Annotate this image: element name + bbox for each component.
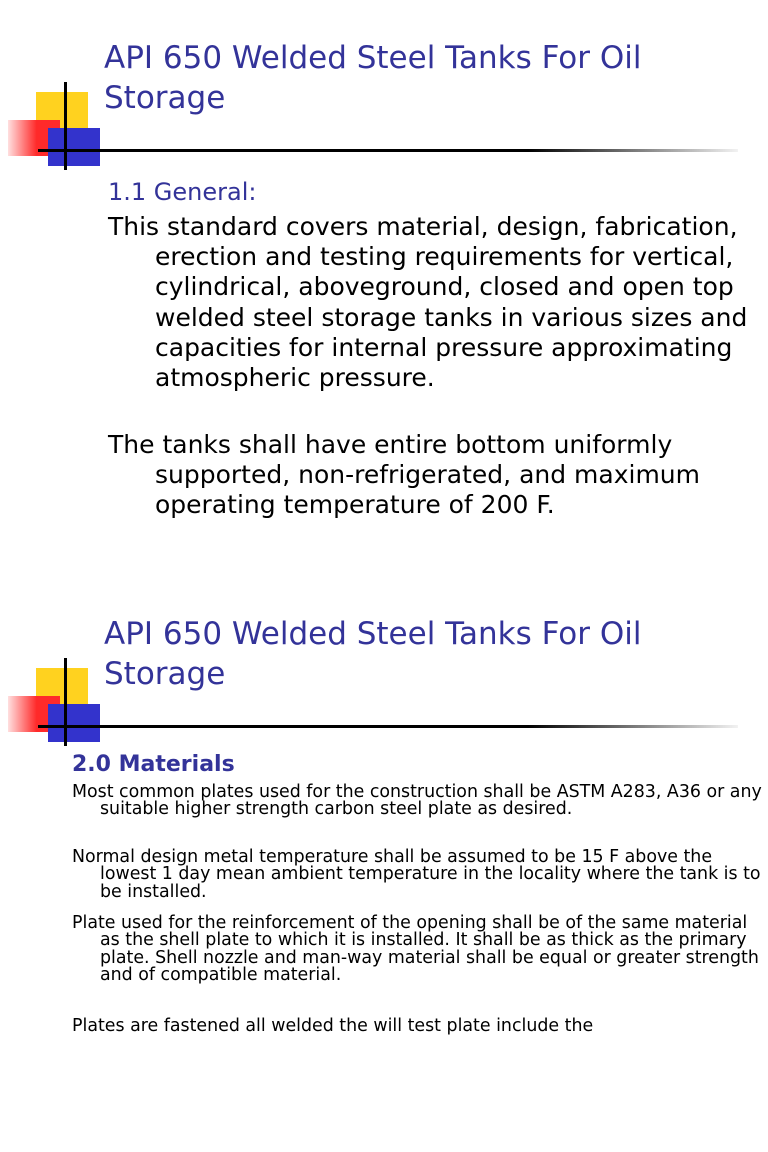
body-paragraph: The tanks shall have entire bottom uniformly supported, non-refrigerated, and maximum operating temperature of 200 F. — [108, 430, 701, 520]
slide-logo-icon — [8, 658, 113, 748]
slide-logo-icon — [8, 82, 113, 172]
body-paragraph: Most common plates used for the construction shall be ASTM A283, A36 or any suitable higher strength carbon steel plate as desired. — [72, 782, 762, 820]
title-divider — [38, 725, 738, 728]
slide-title: API 650 Welded Steel Tanks For Oil Storage — [104, 616, 642, 692]
body-paragraph: Plates are fastened all welded the will test plate include the — [72, 1016, 594, 1036]
body-paragraph: Plate used for the reinforcement of the opening shall be of the same material as the shell plate to which it is installed. It shall be as thick as the primary plate. Shell nozzle and man-way material shall be equal or greater strength and of compatible material. — [72, 913, 759, 985]
section-heading: 2.0 Materials — [72, 752, 235, 777]
body-paragraph: This standard covers material, design, fabrication, erection and testing requirements for vertical, cylindrical, aboveground, closed and open top welded steel storage tanks in various sizes and capacities for internal pressure approximating atmospheric pressure. — [108, 212, 748, 393]
body-paragraph: Normal design metal temperature shall be assumed to be 15 F above the lowest 1 day mean ambient temperature in the locality where the tank is to be installed. — [72, 847, 761, 902]
slide-title: API 650 Welded Steel Tanks For Oil Storage — [104, 40, 642, 116]
slide-2 — [0, 576, 768, 1152]
section-heading: 1.1 General: — [108, 178, 257, 206]
title-divider — [38, 149, 738, 152]
